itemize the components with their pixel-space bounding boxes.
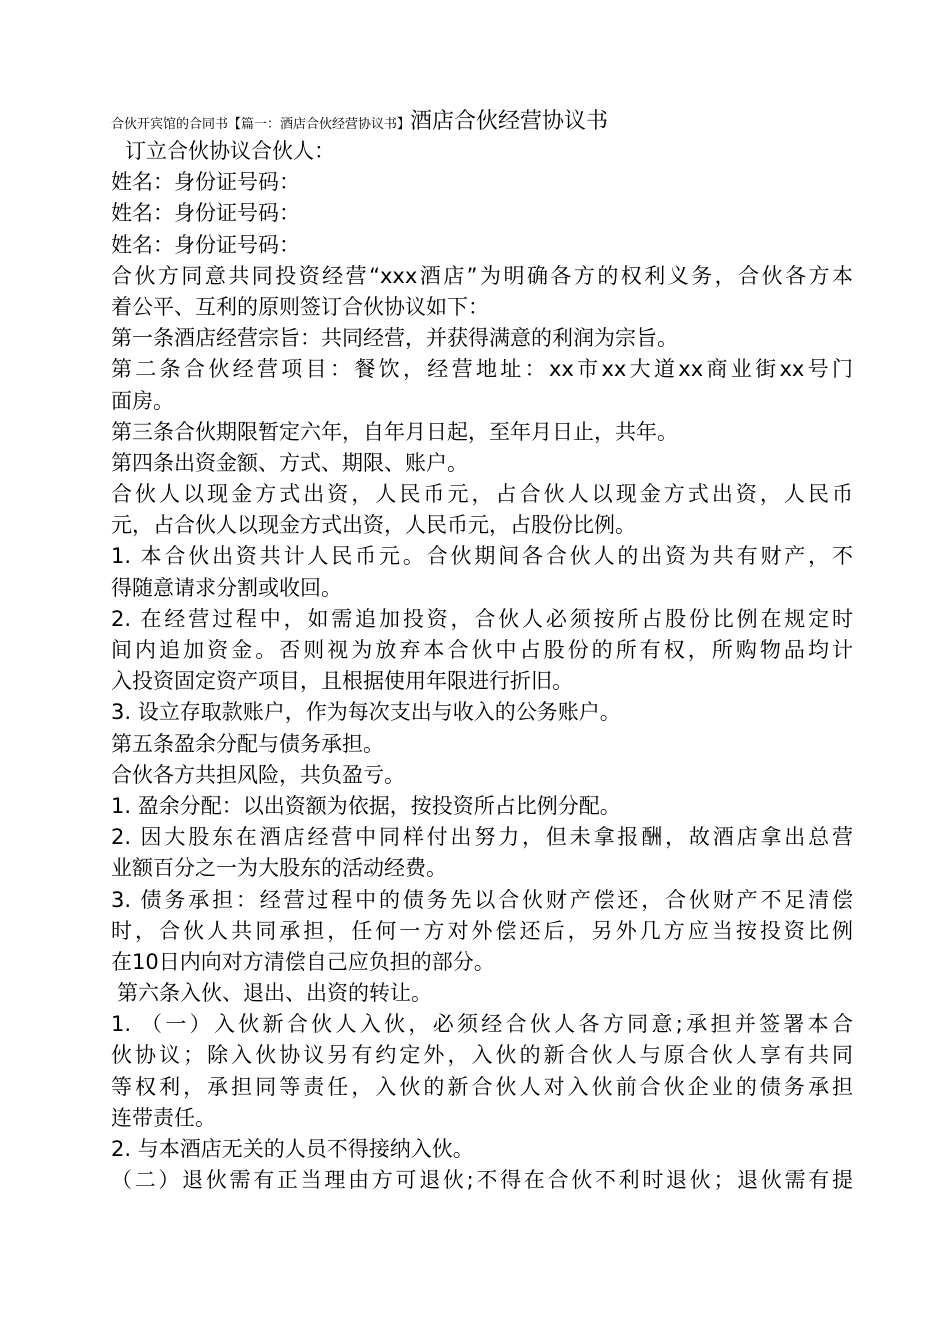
text-line: 2. 在经营过程中，如需追加投资，合伙人必须按所占股份比例在规定时	[111, 606, 853, 631]
text-line: 合伙人以现金方式出资，人民币元，占合伙人以现金方式出资，人民币	[111, 482, 853, 507]
document-subtitle: 合伙开宾馆的合同书【篇一：酒店合伙经营协议书】	[111, 117, 411, 132]
text-line: 3. 债务承担：经营过程中的债务先以合伙财产偿还，合伙财产不足清偿	[111, 887, 853, 912]
text-line: 姓名：身份证号码：	[111, 170, 300, 195]
text-line: 面房。	[111, 388, 174, 413]
text-line: 时，合伙人共同承担，任何一方对外偿还后，另外几方应当按投资比例	[111, 918, 853, 943]
text-line: 姓名：身份证号码：	[111, 232, 300, 257]
text-line: 伙协议；除入伙协议另有约定外，入伙的新合伙人与原合伙人享有共同	[111, 1043, 853, 1068]
text-line: 合伙方同意共同投资经营“xxx酒店”为明确各方的权利义务，合伙各方本	[111, 263, 853, 288]
text-line: 合伙各方共担风险，共负盈亏。	[111, 762, 405, 787]
text-line: 第二条合伙经营项目：餐饮，经营地址：xx市xx大道xx商业街xx号门	[111, 357, 853, 382]
text-line: 2. 因大股东在酒店经营中同样付出努力，但未拿报酬，故酒店拿出总营	[111, 825, 853, 850]
text-line: 连带责任。	[111, 1105, 216, 1130]
text-line: 入投资固定资产项目，且根据使用年限进行折旧。	[111, 669, 573, 694]
text-line: 2. 与本酒店无关的人员不得接纳入伙。	[111, 1137, 474, 1161]
text-line: 第六条入伙、退出、出资的转让。	[117, 981, 432, 1006]
text-line: 在10日内向对方清偿自己应负担的部分。	[111, 949, 495, 974]
document-title: 酒店合伙经营协议书	[410, 109, 609, 134]
text-line: 第一条酒店经营宗旨：共同经营，并获得满意的利润为宗旨。	[111, 326, 678, 351]
text-line: 1. （一）入伙新合伙人入伙，必须经合伙人各方同意;承担并签署本合	[111, 1012, 853, 1037]
document-header	[111, 104, 871, 135]
text-line: 第四条出资金额、方式、期限、账户。	[111, 450, 468, 475]
text-line: 得随意请求分割或收回。	[111, 575, 342, 600]
text-line: 订立合伙协议合伙人：	[125, 139, 335, 163]
document-body	[111, 136, 853, 1196]
text-line: 姓名：身份证号码：	[111, 201, 300, 226]
text-line: 1. 本合伙出资共计人民币元。合伙期间各合伙人的出资为共有财产，不	[111, 544, 853, 569]
text-line: 第三条合伙期限暂定六年，自年月日起，至年月日止，共年。	[111, 419, 678, 444]
text-line: 业额百分之一为大股东的活动经费。	[111, 856, 447, 881]
text-line: 1. 盈余分配：以出资额为依据，按投资所占比例分配。	[111, 793, 621, 818]
text-line: 第五条盈余分配与债务承担。	[111, 731, 384, 756]
text-line: 3. 设立存取款账户，作为每次支出与收入的公务账户。	[111, 700, 621, 725]
text-line: （二）退伙需有正当理由方可退伙;不得在合伙不利时退伙；退伙需有提	[111, 1168, 853, 1193]
text-line: 等权利，承担同等责任，入伙的新合伙人对入伙前合伙企业的债务承担	[111, 1074, 853, 1099]
text-line: 间内追加资金。否则视为放弃本合伙中占股份的所有权，所购物品均计	[111, 638, 853, 662]
text-line: 着公平、互利的原则签订合伙协议如下：	[111, 294, 489, 319]
text-line: 元，占合伙人以现金方式出资，人民币元，占股份比例。	[111, 513, 636, 538]
